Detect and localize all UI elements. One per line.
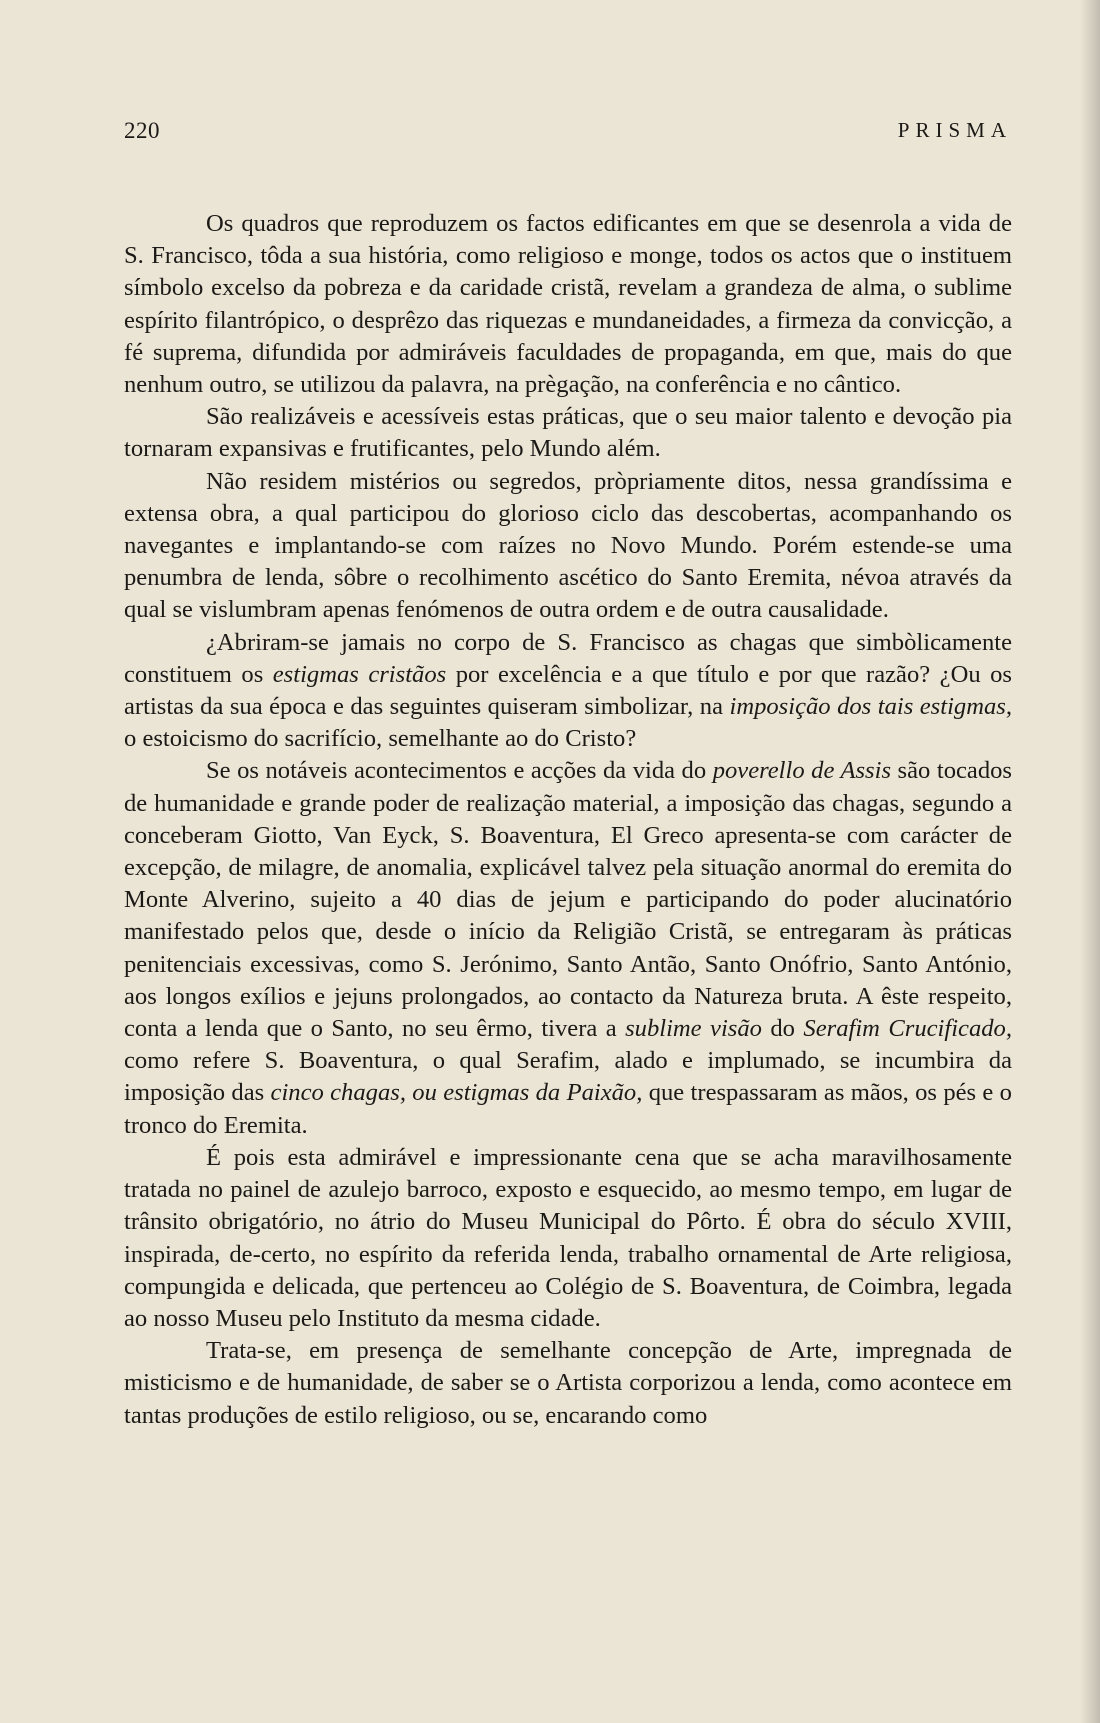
paragraph — [124, 1335, 1012, 1432]
paragraph — [124, 466, 1012, 627]
paragraph — [124, 401, 1012, 465]
page-header — [124, 118, 1012, 148]
page-number: 220 — [124, 118, 160, 143]
text-segment: são tocados de humanidade e grande poder de realização material, a imposição das chagas, segundo a conceberam Giotto, Van Eyck, S. Boaventura, El Greco apresenta-se com carácter de excepção, de milagre, de anomalia, explicável talvez pela situação anormal do eremita do Monte Alverino, sujeito a 40 dias de jejum e participando do poder alucinatório manifestado pelos que, desde o início da Religião Cristã, se entregaram às práticas penitenciais excessivas, como S. Jerónimo, Santo Antão, Santo Onófrio, Santo António, aos longos exílios e jejuns prolongados, ao contacto da Natureza bruta. A êste respeito, conta a lenda que o Santo, no seu êrmo, tivera a — [124, 757, 1012, 1043]
italic-phrase: cinco chagas, ou estigmas da Paixão, — [270, 1079, 643, 1107]
italic-phrase: poverello de Assis — [712, 757, 892, 785]
text-segment: do — [761, 1015, 804, 1043]
italic-phrase: imposição dos tais estigmas, — [729, 693, 1012, 721]
text-segment: São realizáveis e acessíveis estas práticas, que o seu maior talento e devoção pia tornaram expansivas e frutificantes, pelo Mundo além. — [124, 403, 1012, 463]
page-edge-shadow — [1080, 0, 1100, 1723]
text-segment: ¿Abriram-se jamais no corpo de S. Francisco as chagas que simbòlicamente constituem os — [124, 628, 1012, 688]
text-segment: É pois esta admirável e impressionante cena que se acha maravilhosamente tratada no painel de azulejo barroco, exposto e esquecido, ao mesmo tempo, em lugar de trânsito obrigatório, no átrio do Museu Municipal do Pôrto. É obra do século XVIII, inspirada, de-certo, no espírito da referida lenda, trabalho ornamental de Arte religiosa, compungida e delicada, que pertenceu ao Colégio de S. Boaventura, de Coimbra, legada ao nosso Museu pelo Instituto da mesma cidade. — [124, 1143, 1012, 1332]
text-segment: por excelência e a que título e por que razão? ¿Ou os artistas da sua época e das seguintes quiseram simbolizar, na — [124, 660, 1012, 721]
text-segment: que trespassaram as mãos, os pés e o tronco do Eremita. — [124, 1079, 1012, 1139]
italic-phrase: sublime visão — [625, 1015, 762, 1043]
text-segment: Se os notáveis acontecimentos e acções da vida do — [206, 757, 713, 785]
running-title: PRISMA — [897, 118, 1012, 142]
paragraph — [124, 208, 1012, 401]
body-text — [124, 208, 1012, 1432]
text-segment: Os quadros que reproduzem os factos edificantes em que se desenrola a vida de S. Francisco, tôda a sua história, como religioso e monge, todos os actos que o instituem símbolo excelso da pobreza e da caridade cristã, revelam a grandeza de alma, o sublime espírito filantrópico, o desprêzo das riquezas e mundaneidades, a firmeza da convicção, a fé suprema, difundida por admiráveis faculdades de propaganda, em que, mais do que nenhum outro, se utilizou da palavra, na prègação, na conferência e no cântico. — [124, 210, 1012, 399]
paragraph — [124, 627, 1012, 756]
text-segment: Não residem mistérios ou segredos, pròpriamente ditos, nessa grandíssima e extensa obra, a qual participou do glorioso ciclo das descobertas, acompanhando os navegantes e implantando-se com raízes no Novo Mundo. Porém estende-se uma penumbra de lenda, sôbre o recolhimento ascético do Santo Eremita, névoa através da qual se vislumbram apenas fenómenos de outra ordem e de outra causalidade. — [124, 467, 1012, 624]
paragraph — [124, 755, 1012, 1141]
paragraph — [124, 1142, 1012, 1335]
text-segment: o estoicismo do sacrifício, semelhante ao do Cristo? — [124, 725, 637, 753]
italic-phrase: Serafim Crucificado, — [803, 1015, 1012, 1043]
italic-phrase: estigmas cristãos — [272, 660, 447, 688]
text-segment: como refere S. Boaventura, o qual Serafim, alado e implumado, se incumbira da imposição das — [124, 1047, 1012, 1107]
text-segment: Trata-se, em presença de semelhante concepção de Arte, impregnada de misticismo e de humanidade, de saber se o Artista corporizou a lenda, como acontece em tantas produções de estilo religioso, ou se, encarando como — [124, 1337, 1012, 1429]
